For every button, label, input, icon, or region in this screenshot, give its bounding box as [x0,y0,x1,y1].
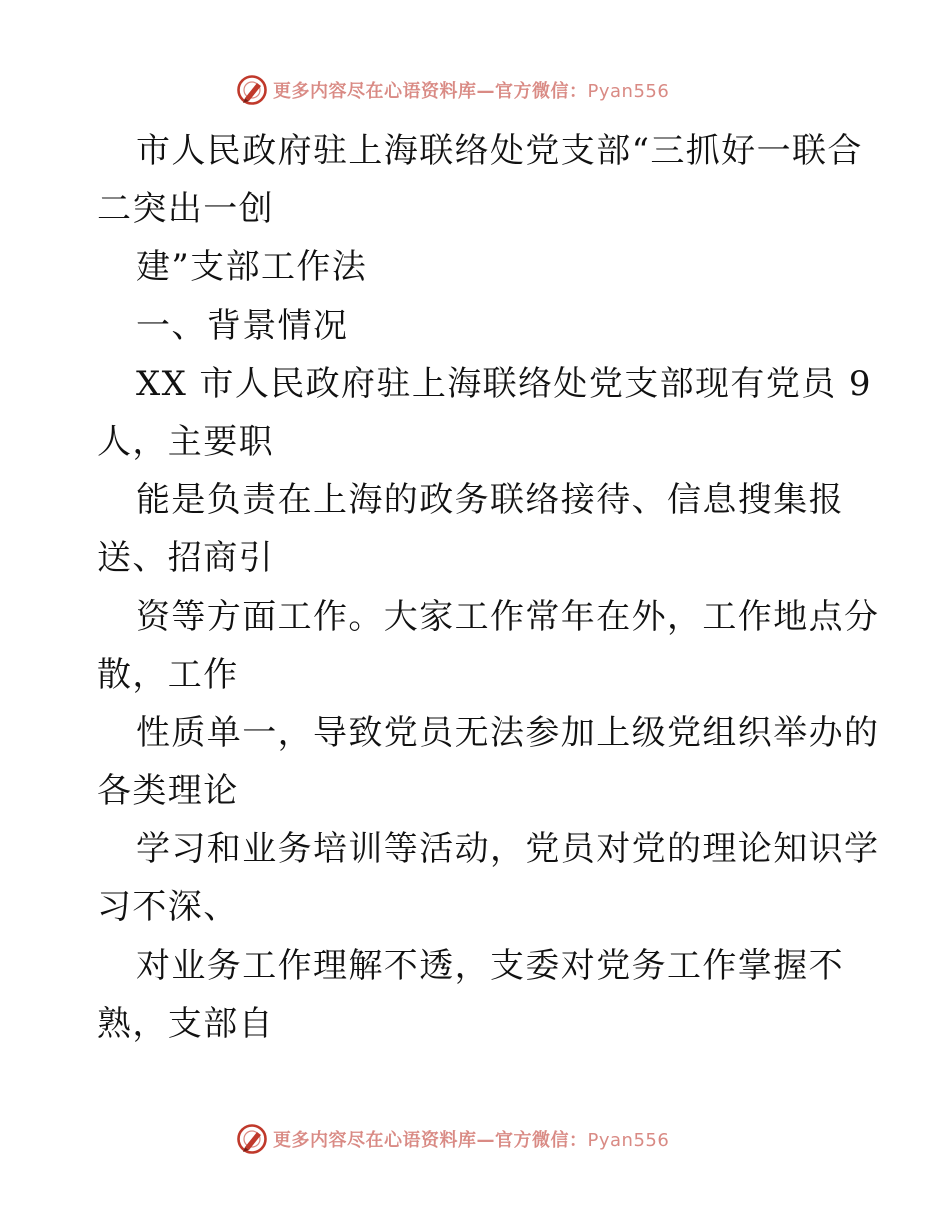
text-line: 各类理论 [97,771,239,812]
text-line: 送、招商引 [97,538,274,579]
text-line: 散，工作 [97,654,239,695]
text-line: 建”支部工作法 [136,247,368,288]
text-line: 性质单一，导致党员无法参加上级党组织举办的 [136,712,880,753]
pen-logo-icon [236,1123,268,1155]
text-line: 习不深、 [97,887,239,928]
text-line: 二突出一创 [97,189,274,230]
footer-watermark [236,1122,669,1156]
text-line: 人，主要职 [97,421,274,462]
text-line: 资等方面工作。大家工作常年在外，工作地点分 [136,596,880,637]
document-body [97,122,880,1053]
text-line: 对业务工作理解不透，支委对党务工作掌握不 [136,945,844,986]
section-heading: 一、背景情况 [136,305,349,346]
text-line: 学习和业务培训等活动，党员对党的理论知识学 [136,829,880,870]
header-watermark [236,73,669,107]
pen-logo-icon [236,74,268,106]
text-line: XX 市人民政府驻上海联络处党支部现有党员 9 [136,363,872,404]
text-line: 能是负责在上海的政务联络接待、信息搜集报 [136,480,844,521]
watermark-id: Pyan556 [587,1130,670,1151]
watermark-text: 更多内容尽在心语资料库—官方微信： [273,1130,588,1151]
watermark-text: 更多内容尽在心语资料库—官方微信： [273,81,588,102]
watermark-id: Pyan556 [587,81,670,102]
text-line: 熟，支部自 [97,1003,274,1044]
text-line: 市人民政府驻上海联络处党支部“三抓好一联合 [136,131,863,171]
